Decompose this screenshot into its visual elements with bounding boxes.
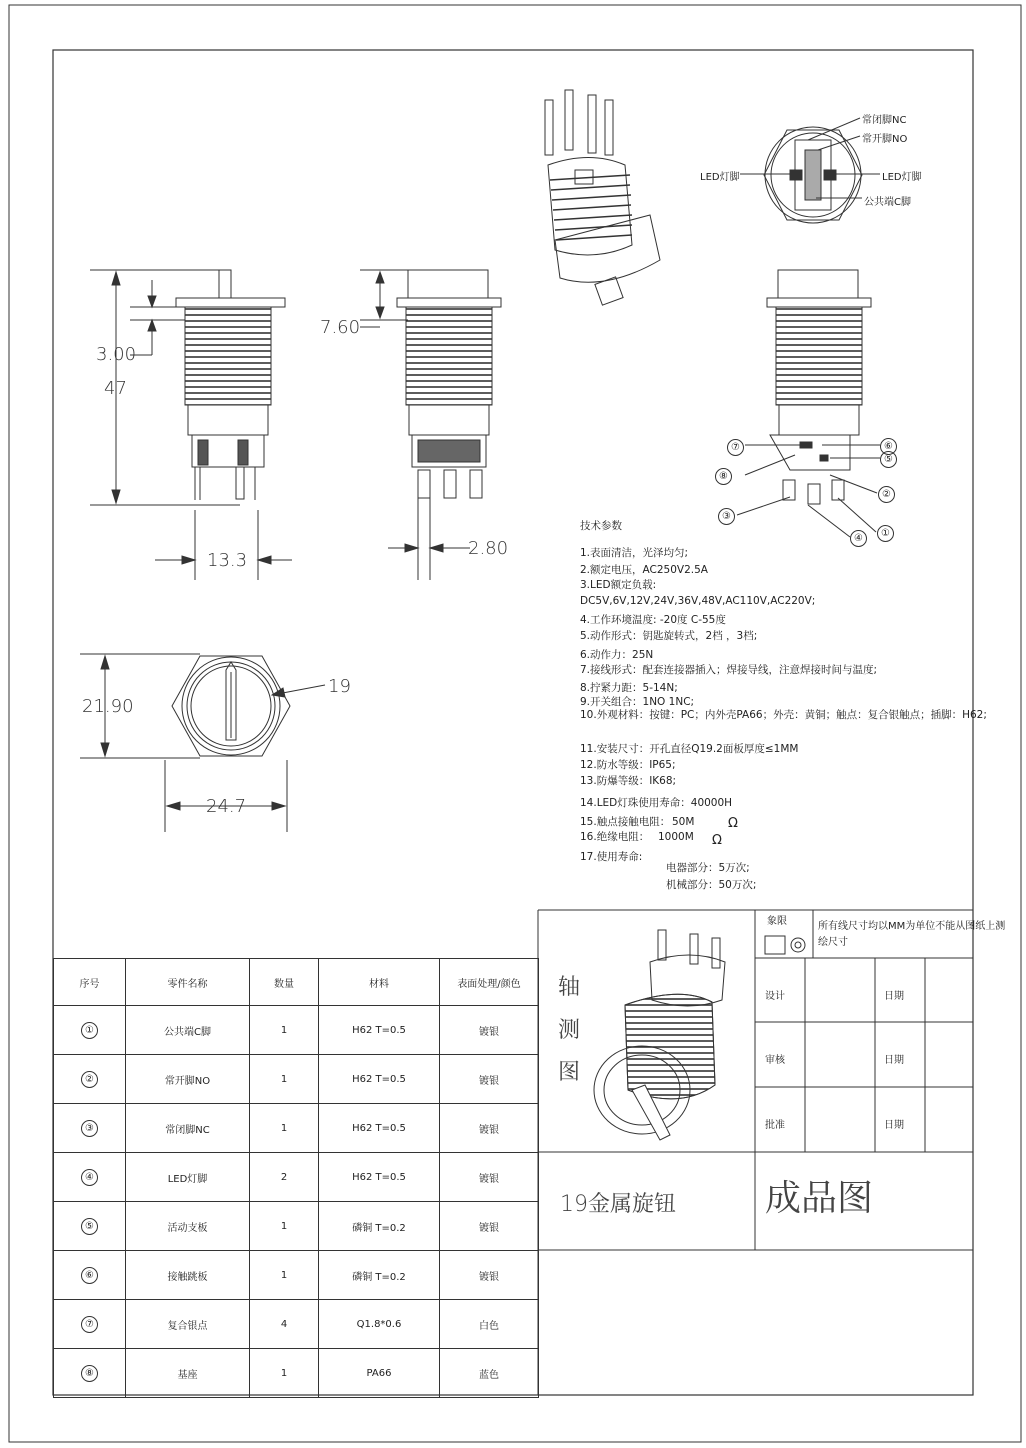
part-name: 基座 [126, 1349, 250, 1398]
tech-title: 技术参数 [580, 520, 622, 532]
part-name: 常开脚NO [126, 1055, 250, 1104]
dim-2-80: 2.80 [468, 538, 509, 559]
table-row [54, 1104, 539, 1153]
callout-2: ② [878, 486, 895, 503]
table-row [54, 1006, 539, 1055]
tech-line-9: 9.开关组合：1NO 1NC; [580, 696, 695, 708]
tech-line-3b: DC5V,6V,12V,24V,36V,48V,AC110V,AC220V; [580, 595, 816, 607]
dim-21-90: 21.90 [82, 696, 134, 717]
dim-19: 19 [328, 676, 351, 697]
tech-ohm-1: Ω [728, 816, 738, 831]
isometric-view [545, 90, 660, 305]
part-finish: 镀银 [440, 1202, 539, 1251]
callout-5: ⑤ [880, 451, 897, 468]
bom-header: 表面处理/颜色 [440, 959, 539, 1006]
product-name: 19金属旋钮 [560, 1192, 676, 1217]
part-finish: 镀银 [440, 1055, 539, 1104]
tech-line-13: 13.防爆等级：IK68; [580, 775, 677, 787]
axonometric-label-1: 轴 [558, 975, 581, 1000]
review-label: 审核 [765, 1055, 785, 1066]
table-row [54, 1055, 539, 1104]
part-qty: 1 [250, 1251, 319, 1300]
bom-header: 零件名称 [126, 959, 250, 1006]
dimension-note-2: 绘尺寸 [818, 937, 848, 948]
bom-header: 数量 [250, 959, 319, 1006]
tech-line-16: 16.绝缘电阻： [580, 831, 650, 843]
part-finish: 蓝色 [440, 1349, 539, 1398]
part-name: 复合银点 [126, 1300, 250, 1349]
part-material: H62 T=0.5 [319, 1104, 440, 1153]
tech-line-1: 1.表面清洁，光泽均匀; [580, 547, 689, 559]
top-view [740, 118, 880, 223]
callout-6: ⑥ [880, 438, 897, 455]
tech-line-2: 2.额定电压，AC250V2.5A [580, 564, 708, 576]
date-label-3: 日期 [884, 1120, 904, 1131]
part-name: 接触跳板 [126, 1251, 250, 1300]
part-finish: 白色 [440, 1300, 539, 1349]
bom-table [53, 958, 539, 1398]
tech-contact-resistance: 50M [672, 816, 695, 828]
hex-view [80, 654, 325, 832]
row-number: ① [81, 1022, 98, 1039]
part-finish: 镀银 [440, 1153, 539, 1202]
table-row [54, 1153, 539, 1202]
row-number: ③ [81, 1120, 98, 1137]
callout-3: ③ [718, 508, 735, 525]
part-qty: 4 [250, 1300, 319, 1349]
label-common: 公共端C脚 [864, 197, 911, 208]
part-qty: 1 [250, 1202, 319, 1251]
date-label-1: 日期 [884, 991, 904, 1002]
axonometric-label-2: 测 [558, 1018, 581, 1043]
part-material: H62 T=0.5 [319, 1055, 440, 1104]
projection-label: 象限 [767, 916, 787, 927]
front-view-left [90, 270, 292, 580]
part-material: Q1.8*0.6 [319, 1300, 440, 1349]
dimension-note: 所有线尺寸均以MM为单位不能从图纸上测 [818, 921, 1006, 932]
tech-line-5: 5.动作形式：钥匙旋转式，2档 ，3档; [580, 630, 758, 642]
part-qty: 1 [250, 1104, 319, 1153]
part-name: 公共端C脚 [126, 1006, 250, 1055]
part-material: PA66 [319, 1349, 440, 1398]
part-finish: 镀银 [440, 1104, 539, 1153]
dim-24-7: 24.7 [206, 796, 247, 817]
tech-line-3: 3.LED额定负载: [580, 579, 657, 591]
bom-header: 序号 [54, 959, 126, 1006]
part-material: 磷铜 T=0.2 [319, 1251, 440, 1300]
row-number: ⑦ [81, 1316, 98, 1333]
dim-13-3: 13.3 [207, 550, 248, 571]
tech-line-12: 12.防水等级：IP65; [580, 759, 676, 771]
side-view-right [737, 270, 880, 537]
callout-4: ④ [850, 530, 867, 547]
design-label: 设计 [765, 991, 785, 1002]
callout-1: ① [877, 525, 894, 542]
table-row [54, 1300, 539, 1349]
tech-line-7: 7.接线形式：配套连接器插入；焊接导线，注意焊接时间与温度; [580, 664, 878, 676]
tech-insulation: 1000M [658, 831, 694, 843]
tech-line-4: 4.工作环境温度: -20度 C-55度 [580, 614, 726, 626]
tech-line-11: 11.安装尺寸：开孔直径Q19.2面板厚度≤1MM [580, 743, 799, 755]
part-qty: 1 [250, 1055, 319, 1104]
row-number: ⑤ [81, 1218, 98, 1235]
date-label-2: 日期 [884, 1055, 904, 1066]
part-finish: 镀银 [440, 1251, 539, 1300]
part-material: H62 T=0.5 [319, 1153, 440, 1202]
callout-7: ⑦ [727, 439, 744, 456]
approve-label: 批准 [765, 1120, 785, 1131]
title-block-frame [538, 910, 973, 1395]
row-number: ② [81, 1071, 98, 1088]
dim-47: 47 [104, 378, 127, 399]
table-row [54, 1251, 539, 1300]
tech-line-6: 6.动作力：25N [580, 649, 654, 661]
part-name: 活动支板 [126, 1202, 250, 1251]
dim-3-00: 3.00 [96, 344, 137, 365]
callout-8: ⑧ [715, 468, 732, 485]
axonometric-label-3: 图 [558, 1060, 581, 1085]
part-material: H62 T=0.5 [319, 1006, 440, 1055]
tech-line-17: 17.使用寿命: [580, 851, 643, 863]
tech-line-15: 15.触点接触电阻： [580, 816, 671, 828]
bom-header-row [54, 959, 539, 1006]
front-view-middle [360, 270, 501, 580]
label-led-left: LED灯脚 [700, 172, 740, 183]
tech-line-10: 10.外观材料：按键：PC；内外壳PA66；外壳：黄铜；触点：复合银触点；插脚：H62; [580, 709, 987, 721]
isometric-view-large [594, 930, 725, 1140]
bom-header: 材料 [319, 959, 440, 1006]
label-led-right: LED灯脚 [882, 172, 922, 183]
label-nc: 常闭脚NC [862, 115, 907, 126]
part-finish: 镀银 [440, 1006, 539, 1055]
part-name: LED灯脚 [126, 1153, 250, 1202]
part-material: 磷铜 T=0.2 [319, 1202, 440, 1251]
tech-ohm-2: Ω [712, 833, 722, 848]
part-name: 常闭脚NC [126, 1104, 250, 1153]
part-qty: 2 [250, 1153, 319, 1202]
row-number: ⑥ [81, 1267, 98, 1284]
tech-life-mech: 机械部分：50万次; [666, 879, 757, 891]
table-row [54, 1202, 539, 1251]
tech-line-8: 8.拧紧力距：5-14N; [580, 682, 678, 694]
tech-line-14: 14.LED灯珠使用寿命：40000H [580, 797, 733, 809]
row-number: ④ [81, 1169, 98, 1186]
label-no: 常开脚NO [862, 134, 908, 145]
dim-7-60: 7.60 [320, 317, 361, 338]
drawing-type: 成品图 [765, 1178, 874, 1219]
part-qty: 1 [250, 1006, 319, 1055]
table-row [54, 1349, 539, 1398]
row-number: ⑧ [81, 1365, 98, 1382]
tech-life-electric: 电器部分：5万次; [666, 862, 750, 874]
part-qty: 1 [250, 1349, 319, 1398]
